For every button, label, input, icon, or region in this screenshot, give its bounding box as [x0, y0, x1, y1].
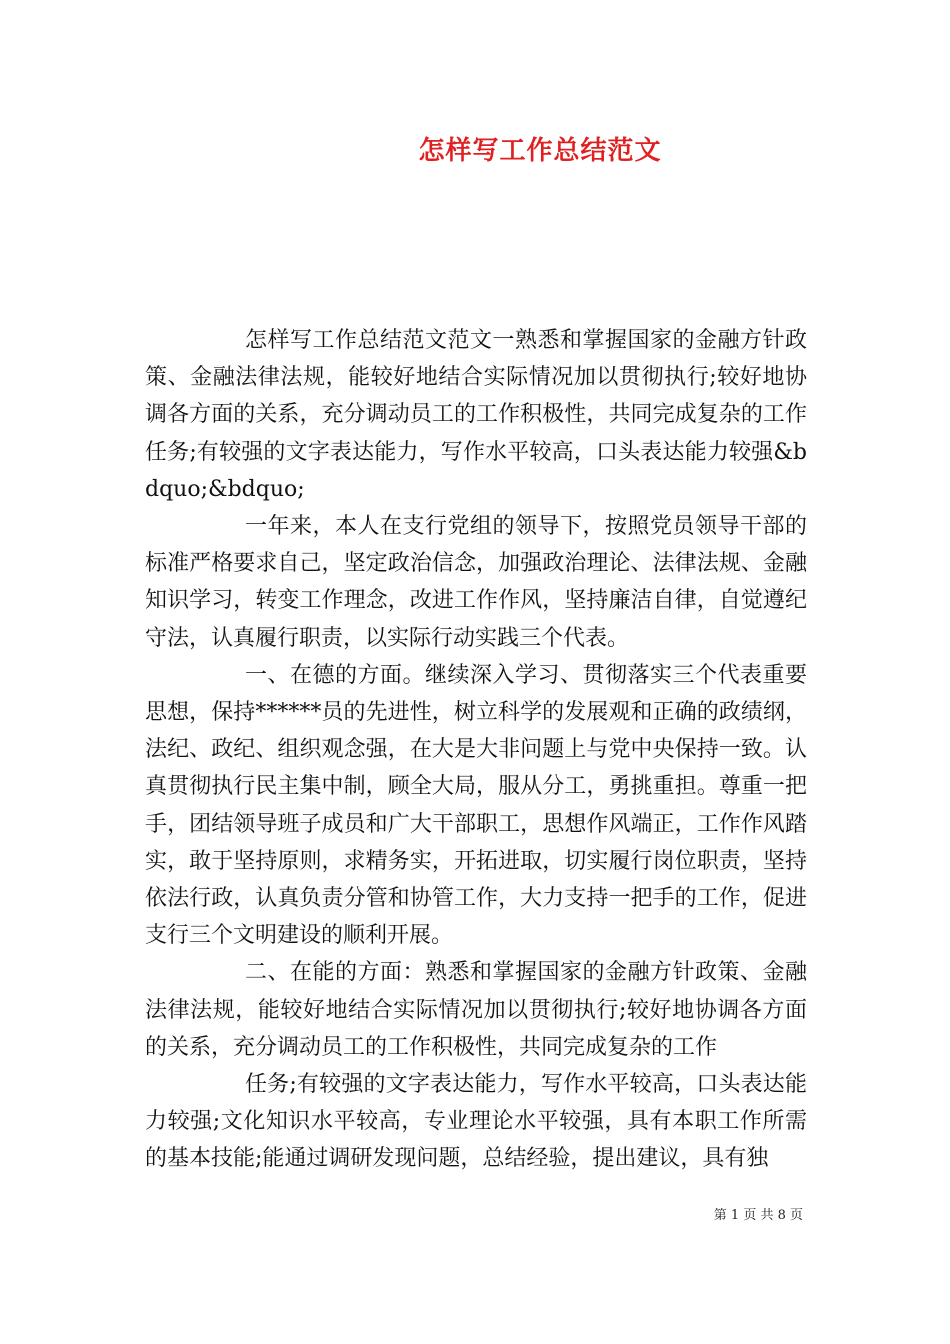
paragraph-ability: 二、在能的方面：熟悉和掌握国家的金融方针政策、金融法律法规，能较好地结合实际情况加以贯彻执行;较好地协调各方面的关系，充分调动员工的工作积极性，共同完成复杂的工作 [145, 960, 807, 1060]
paragraph-intro: 怎样写工作总结范文范文一熟悉和掌握国家的金融方针政策、金融法律法规，能较好地结合实际情况加以贯彻执行;较好地协调各方面的关系，充分调动员工的工作积极性，共同完成复杂的工作任务;有较强的文字表达能力，写作水平较高，口头表达能力较强&bdquo;&bdquo; [145, 328, 807, 502]
paragraph-ability-continued: 任务;有较强的文字表达能力，写作水平较高，口头表达能力较强;文化知识水平较高，专业理论水平较强，具有本职工作所需的基本技能;能通过调研发现问题，总结经验，提出建议，具有独 [145, 1072, 807, 1172]
paragraph-virtue: 一、在德的方面。继续深入学习、贯彻落实三个代表重要思想，保持******员的先进性，树立科学的发展观和正确的政绩纲，法纪、政纪、组织观念强，在大是大非问题上与党中央保持一致。认真贯彻执行民主集中制，顾全大局，服从分工，勇挑重担。尊重一把手，团结领导班子成员和广大干部职工，思想作风端正，工作作风踏实，敢于坚持原则，求精务实，开拓进取，切实履行岗位职责，坚持依法行政，认真负责分管和协管工作，大力支持一把手的工作，促进支行三个文明建设的顺利开展。 [145, 662, 807, 949]
paragraph-summary: 一年来，本人在支行党组的领导下，按照党员领导干部的标准严格要求自己，坚定政治信念，加强政治理论、法律法规、金融知识学习，转变工作理念，改进工作作风，坚持廉洁自律，自觉遵纪守法，认真履行职责，以实际行动实践三个代表。 [145, 514, 807, 651]
document-title: 怎样写工作总结范文 [418, 136, 662, 166]
page-number: 第 1 页 共 8 页 [713, 1208, 803, 1223]
document-body [145, 322, 807, 1178]
